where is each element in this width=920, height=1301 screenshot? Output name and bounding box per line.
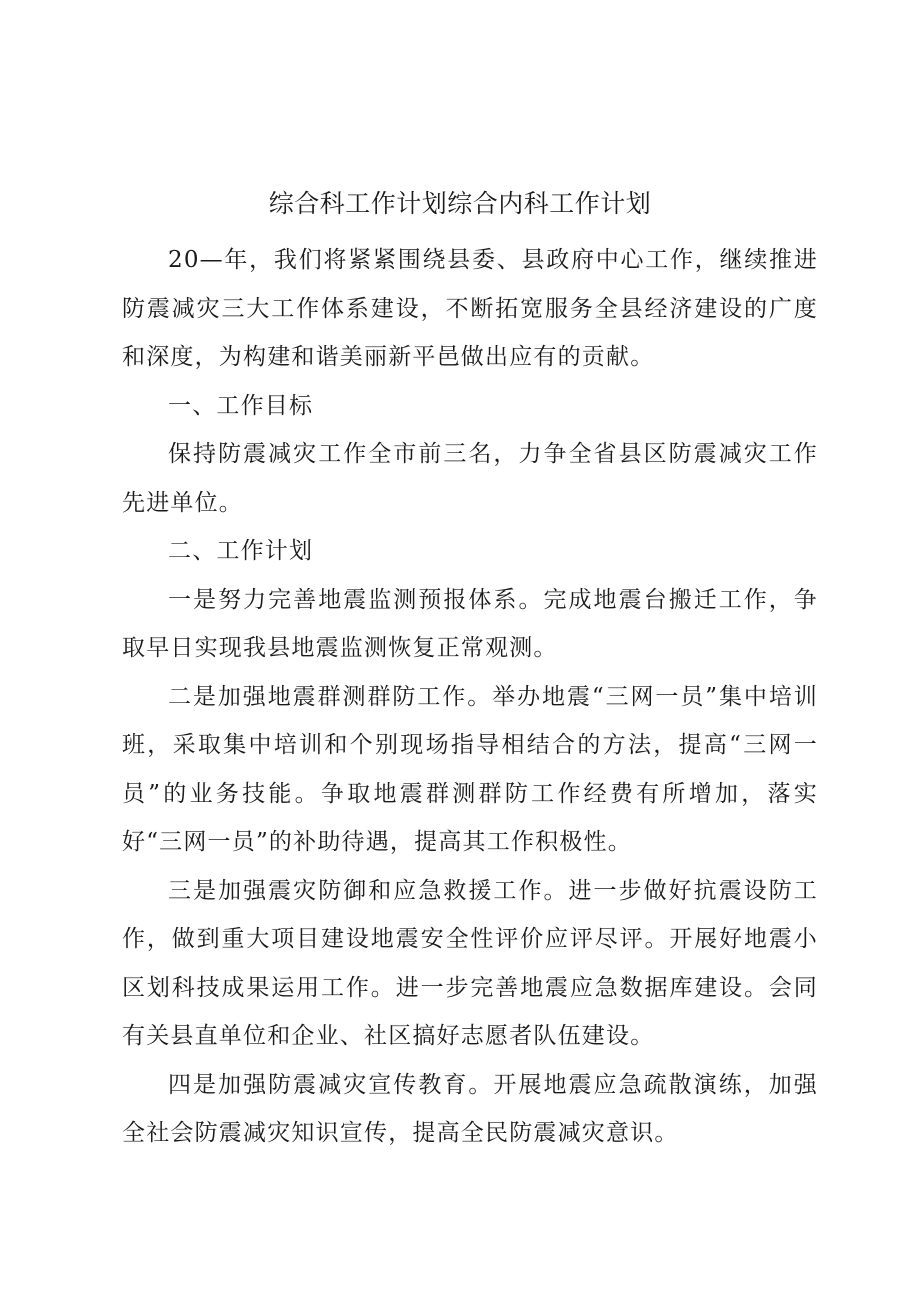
paragraph-plan-2: 二是加强地震群测群防工作。举办地震“三网一员”集中培训班，采取集中培训和个别现场指导相结合的方法，提高“三网一员”的业务技能。争取地震群测群防工作经费有所增加，落实好“三网一员”的补助待遇，提高其工作积极性。 [122, 683, 818, 855]
paragraph-plan-1: 一是努力完善地震监测预报体系。完成地震台搬迁工作，争取早日实现我县地震监测恢复正常观测。 [122, 586, 818, 661]
paragraph-plan-4: 四是加强防震减灾宣传教育。开展地震应急疏散演练，加强全社会防震减灾知识宣传，提高全民防震减灾意识。 [122, 1071, 818, 1146]
paragraph-plan-3: 三是加强震灾防御和应急救援工作。进一步做好抗震设防工作，做到重大项目建设地震安全性评价应评尽评。开展好地震小区划科技成果运用工作。进一步完善地震应急数据库建设。会同有关县直单位和企业、社区搞好志愿者队伍建设。 [122, 877, 818, 1049]
heading-work-goals: 一、工作目标 [168, 392, 314, 419]
heading-work-plan: 二、工作计划 [168, 538, 314, 564]
document-body [122, 236, 818, 1158]
paragraph-goals: 保持防震减灾工作全市前三名，力争全省县区防震减灾工作先进单位。 [122, 441, 818, 516]
paragraph-intro: 20—年，我们将紧紧围绕县委、县政府中心工作，继续推进防震减灾三大工作体系建设，不断拓宽服务全县经济建设的广度和深度，为构建和谐美丽新平邑做出应有的贡献。 [122, 247, 818, 370]
document-title: 综合科工作计划综合内科工作计划 [268, 189, 652, 218]
